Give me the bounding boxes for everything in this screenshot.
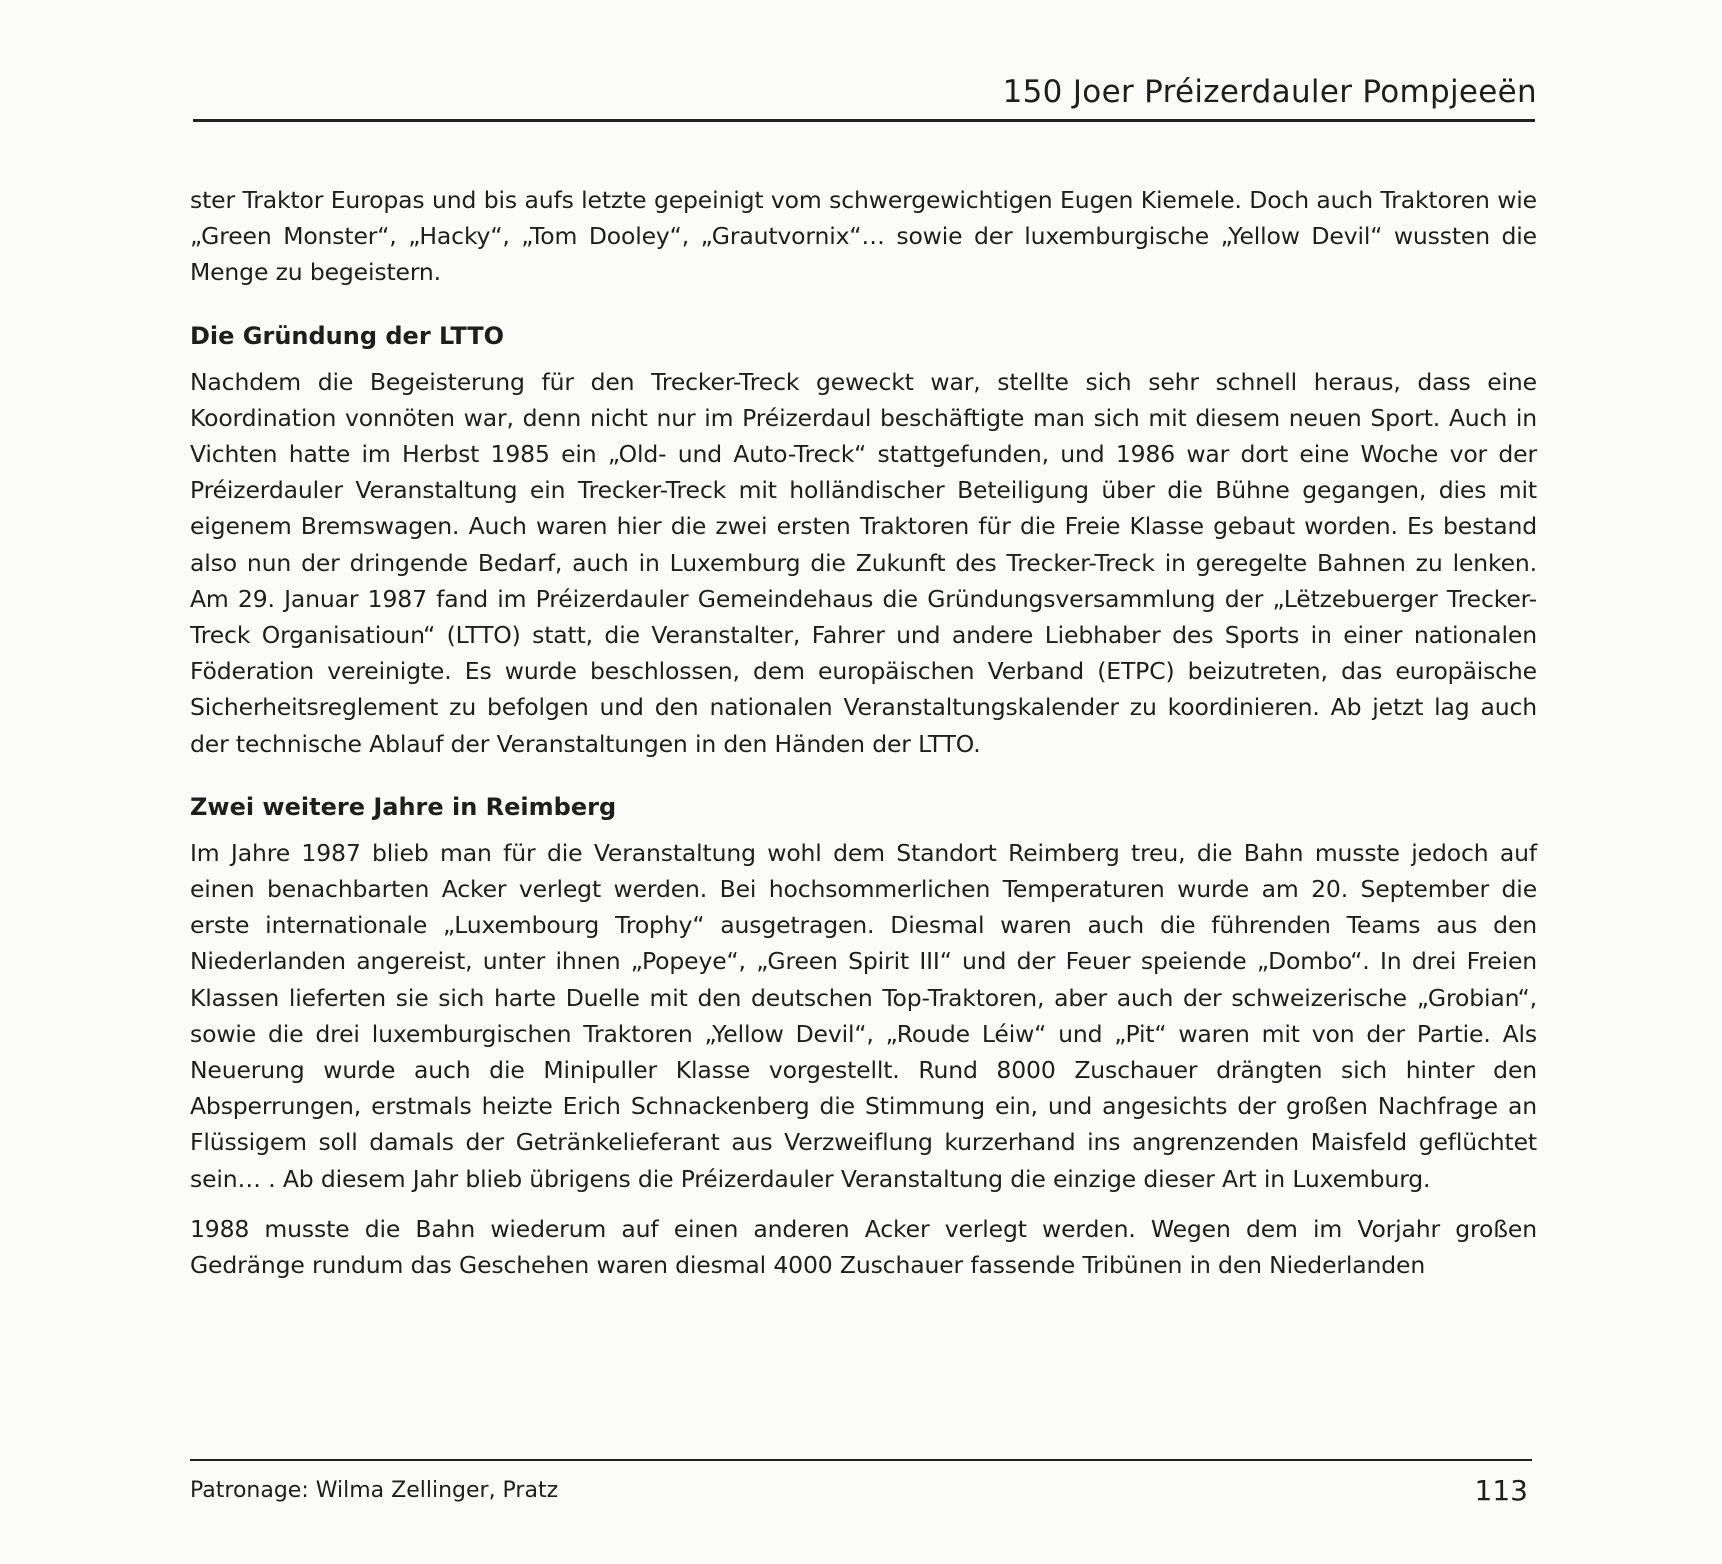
paragraph-continuation: ster Traktor Europas und bis aufs letzte gepeinigt vom schwergewichtigen Eugen Kiemele. Doch auch Traktoren wie „Green Monster“, „Hacky“, „Tom Dooley“, „Grautvornix“… sowie der luxemburgische „Yellow Devil“ wussten die Menge zu begeistern. xyxy=(190,186,1537,287)
section-heading-ltto-founding: Die Gründung der LTTO xyxy=(190,321,505,350)
main-text-column xyxy=(190,182,1537,1283)
running-header-title: 150 Joer Préizerdauler Pompjeeën xyxy=(1002,74,1537,110)
header-divider xyxy=(193,119,1535,122)
paragraph-reimberg-1988: 1988 musste die Bahn wiederum auf einen anderen Acker verlegt werden. Wegen dem im Vorjahr großen Gedränge rundum das Geschehen waren diesmal 4000 Zuschauer fassende Tribünen in den Niederlanden xyxy=(190,1214,1537,1280)
page-number: 113 xyxy=(1474,1474,1528,1507)
paragraph-ltto-founding: Nachdem die Begeisterung für den Trecker-Treck geweckt war, stellte sich sehr schnell heraus, dass eine Koordination vonnöten war, denn nicht nur im Préizerdaul beschäftigte man sich mit diesem neuen Sport. Auch in Vichten hatte im Herbst 1985 ein „Old- und Auto-Treck“ stattgefunden, und 1986 war dort eine Woche vor der Préizerdauler Veranstaltung ein Trecker-Treck mit holländischer Beteiligung über die Bühne gegangen, dies mit eigenem Bremswagen. Auch waren hier die zwei ersten Traktoren für die Freie Klasse gebaut worden. Es bestand also nun der dringende Bedarf, auch in Luxemburg die Zukunft des Trecker-Treck in geregelte Bahnen zu lenken. Am 29. Januar 1987 fand im Préizerdauler Gemeindehaus die Gründungsversammlung der „Lëtzebuerger Trecker-Treck Organisatioun“ (LTTO) statt, die Veranstalter, Fahrer und andere Liebhaber des Sports in einer nationalen Föderation vereinigte. Es wurde beschlossen, dem europäischen Verband (ETPC) beizutreten, das europäische Sicherheitsreglement zu befolgen und den nationalen Veranstaltungskalender zu koordinieren. Ab jetzt lag auch der technische Ablauf der Veranstaltungen in den Händen der LTTO. xyxy=(190,367,1537,758)
paragraph-reimberg-1987: Im Jahre 1987 blieb man für die Veranstaltung wohl dem Standort Reimberg treu, die Bahn musste jedoch auf einen benachbarten Acker verlegt werden. Bei hochsommerlichen Temperaturen wurde am 20. September die erste internationale „Luxembourg Trophy“ ausgetragen. Diesmal waren auch die führenden Teams aus den Niederlanden angereist, unter ihnen „Popeye“, „Green Spirit III“ und der Feuer speiende „Dombo“. In drei Freien Klassen lieferten sie sich harte Duelle mit den deutschen Top-Traktoren, aber auch der schweizerische „Grobian“, sowie die drei luxemburgischen Traktoren „Yellow Devil“, „Roude Léiw“ und „Pit“ waren mit von der Partie. Als Neuerung wurde auch die Minipuller Klasse vorgestellt. Rund 8000 Zuschauer drängten sich hinter den Absperrungen, erstmals heizte Erich Schnackenberg die Stimmung ein, und angesichts der großen Nachfrage an Flüssigem soll damals der Getränkelieferant aus Verzweiflung kurzerhand ins angrenzenden Maisfeld geflüchtet sein… . Ab diesem Jahr blieb übrigens die Préizerdauler Veranstaltung die einzige dieser Art in Luxemburg. xyxy=(190,838,1537,1193)
footer-sponsor: Patronage: Wilma Zellinger, Pratz xyxy=(190,1478,559,1503)
section-heading-reimberg: Zwei weitere Jahre in Reimberg xyxy=(190,792,617,821)
footer-divider xyxy=(190,1459,1532,1461)
